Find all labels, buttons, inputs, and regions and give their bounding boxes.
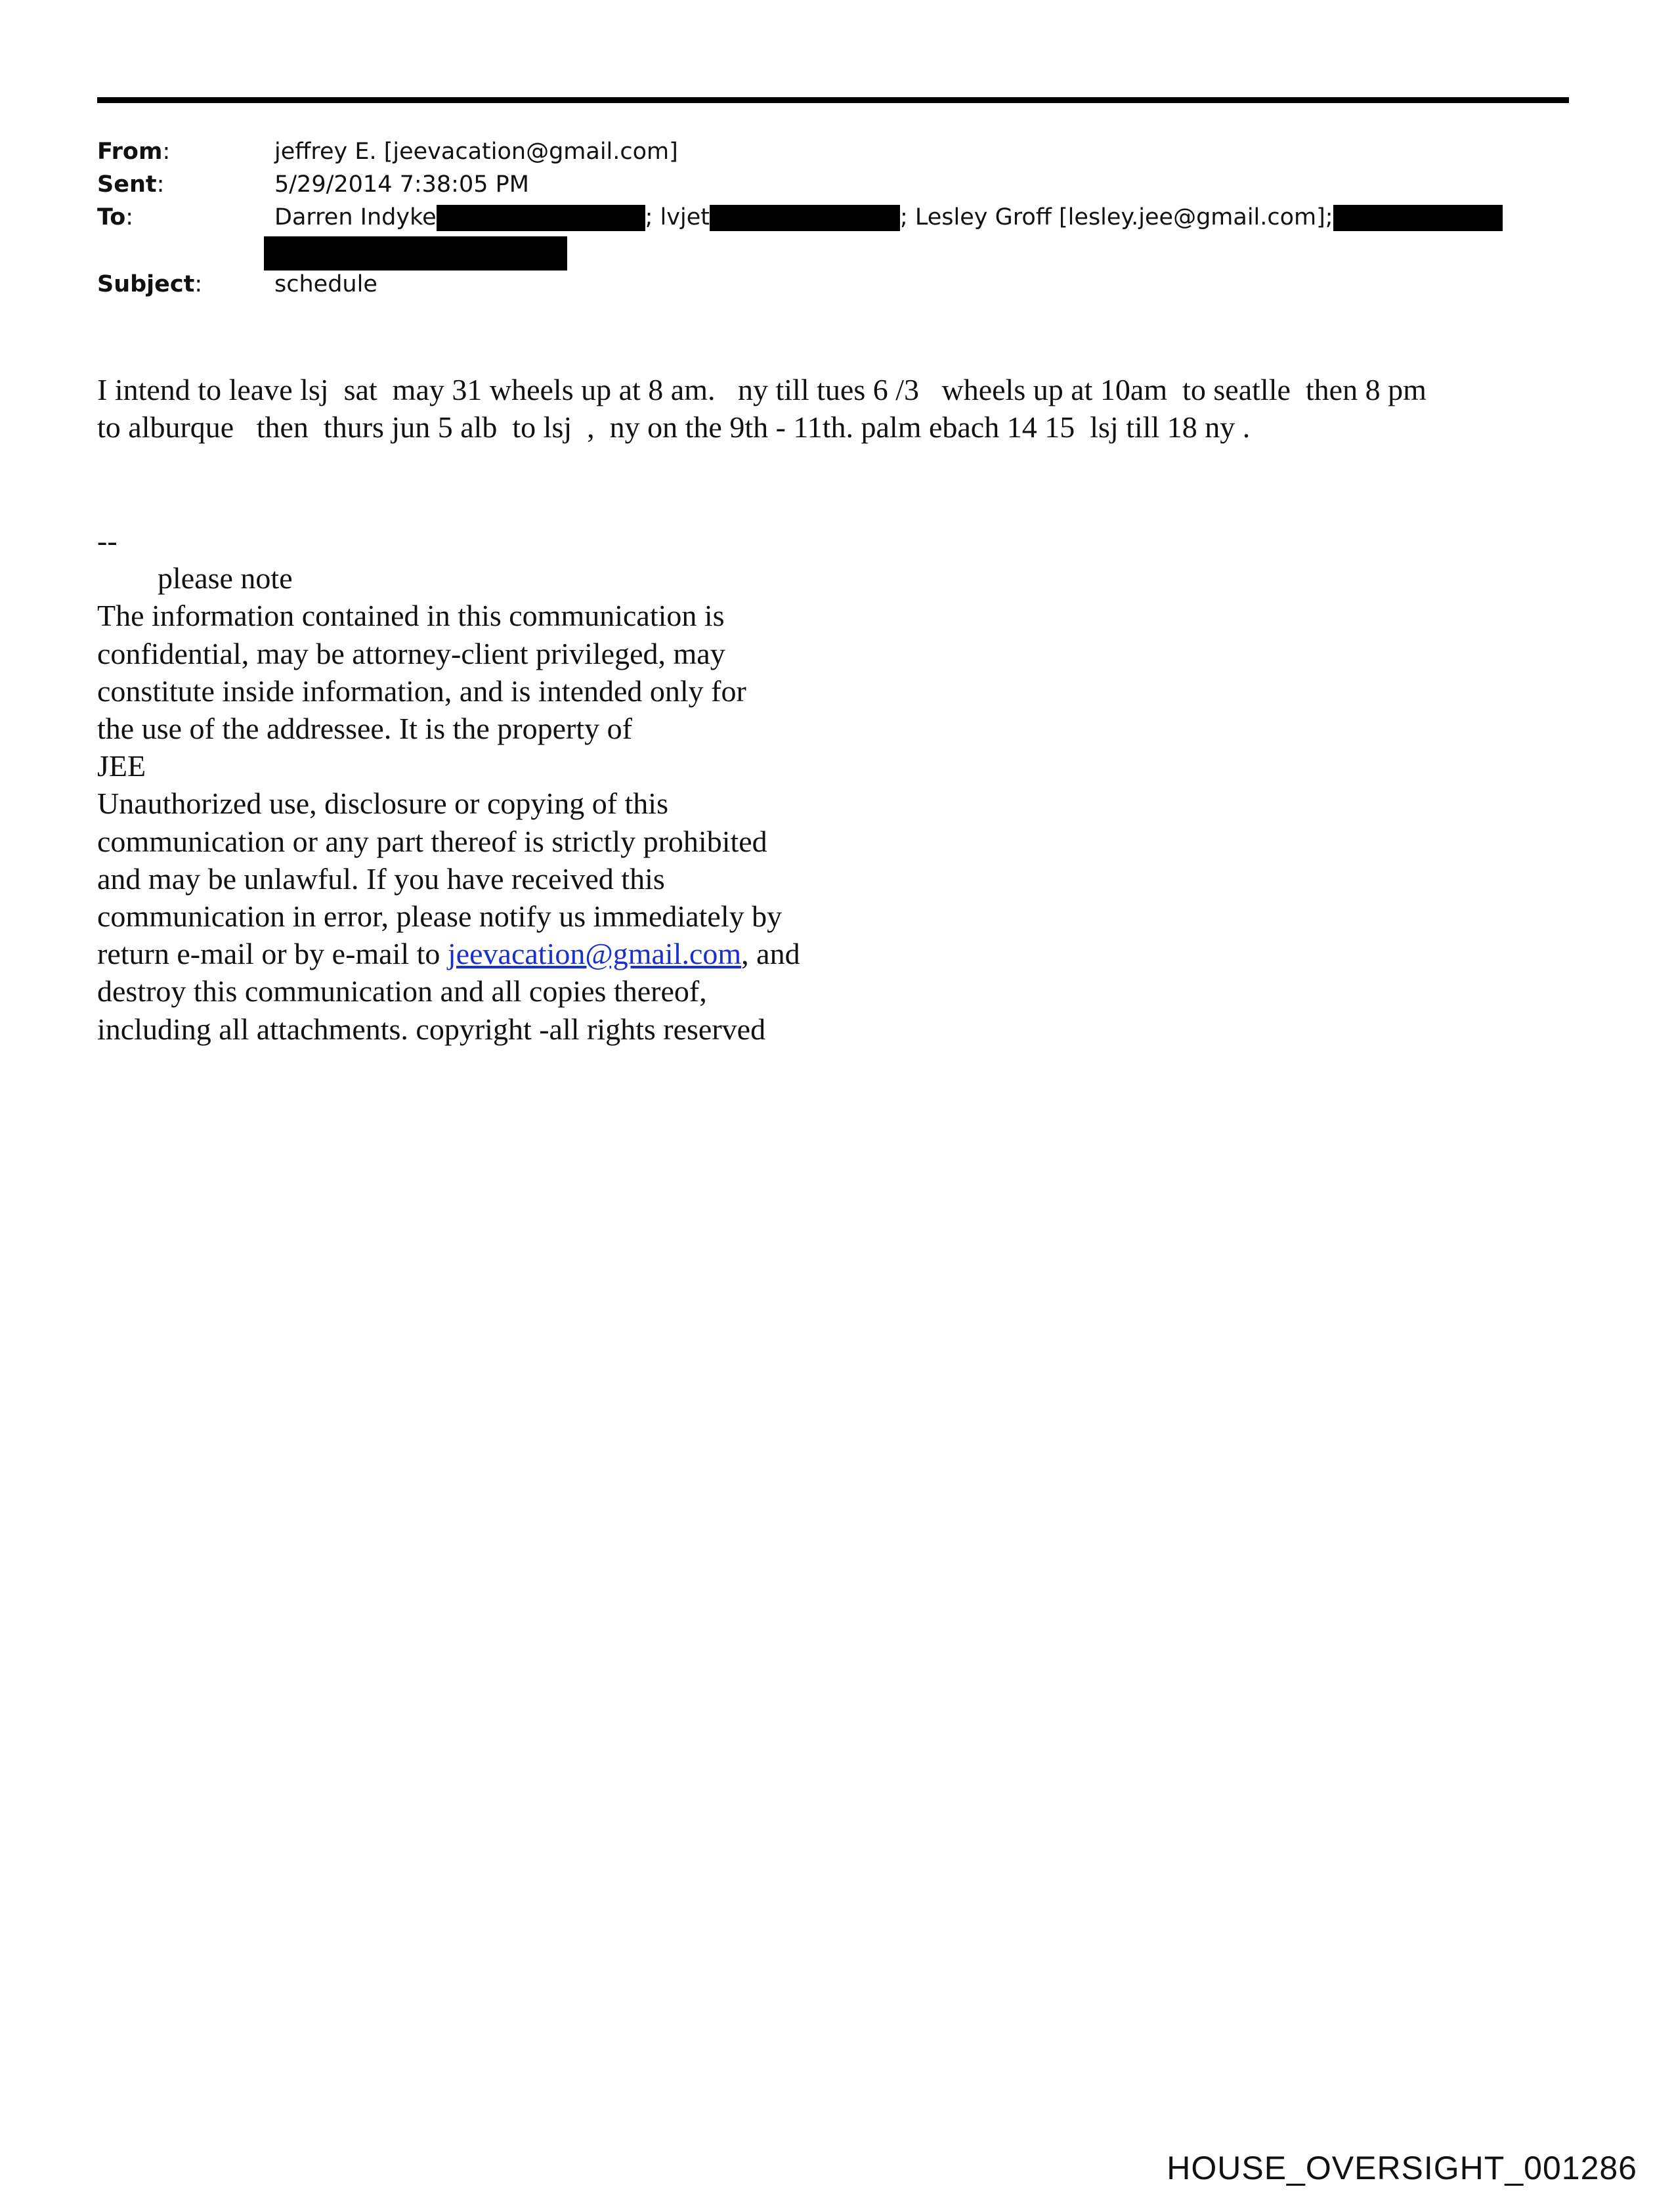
subject-value: schedule xyxy=(274,271,377,297)
from-label: From: xyxy=(97,139,171,165)
disclaimer-line: The information contained in this communication is xyxy=(97,599,725,633)
disclaimer-line: JEE xyxy=(97,749,146,783)
disclaimer-line: constitute inside information, and is intended only for xyxy=(97,674,746,708)
disclaimer-line: and may be unlawful. If you have received this xyxy=(97,861,665,896)
redaction-block xyxy=(1333,205,1503,231)
email-link[interactable]: jeevacation@gmail.com xyxy=(447,937,742,971)
from-value: jeffrey E. [jeevacation@gmail.com] xyxy=(274,139,678,165)
redaction-block xyxy=(437,205,645,231)
to-recipient-lvjet: ; lvjet xyxy=(645,204,710,230)
disclaimer-line: communication in error, please notify us immediately by xyxy=(97,900,783,934)
disclaimer-line: destroy this communication and all copies thereof, xyxy=(97,974,707,1008)
message-line: to alburque then thurs jun 5 alb to lsj , ny on the 9th - 11th. palm ebach 14 15 lsj till 18 ny . xyxy=(97,410,1251,444)
subject-label: Subject: xyxy=(97,271,203,297)
disclaimer-line: Unauthorized use, disclosure or copying of this xyxy=(97,787,668,821)
header-divider xyxy=(97,97,1569,103)
please-note: please note xyxy=(97,561,293,596)
disclaimer-line: communication or any part thereof is strictly prohibited xyxy=(97,824,767,858)
message-body xyxy=(97,371,1427,446)
disclaimer-line xyxy=(97,935,800,972)
to-recipient-darren-indyke: Darren Indyke xyxy=(274,204,437,230)
signature-separator: -- xyxy=(97,524,118,557)
disclaimer-line: the use of the addressee. It is the property of xyxy=(97,712,632,746)
disclaimer-line: confidential, may be attorney-client privileged, may xyxy=(97,636,725,670)
to-label: To: xyxy=(97,204,134,230)
to-recipient-lesley-groff: ; Lesley Groff [lesley.jee@gmail.com]; xyxy=(899,204,1333,230)
email-signature-disclaimer xyxy=(97,522,800,1048)
disclaimer-line: including all attachments. copyright -all rights reserved xyxy=(97,1012,766,1046)
bates-number: HOUSE_OVERSIGHT_001286 xyxy=(1167,2150,1637,2186)
email-line-prefix: return e-mail or by e-mail to xyxy=(97,937,448,971)
message-line: I intend to leave lsj sat may 31 wheels up at 8 am. ny till tues 6 /3 wheels up at 10am to seatlle then 8 pm xyxy=(97,373,1427,406)
email-line-suffix: , and xyxy=(741,937,800,971)
to-recipients xyxy=(274,201,1503,234)
redaction-block xyxy=(710,205,900,231)
sent-label: Sent: xyxy=(97,171,165,198)
redaction-block xyxy=(264,236,567,271)
sent-value: 5/29/2014 7:38:05 PM xyxy=(274,171,529,198)
